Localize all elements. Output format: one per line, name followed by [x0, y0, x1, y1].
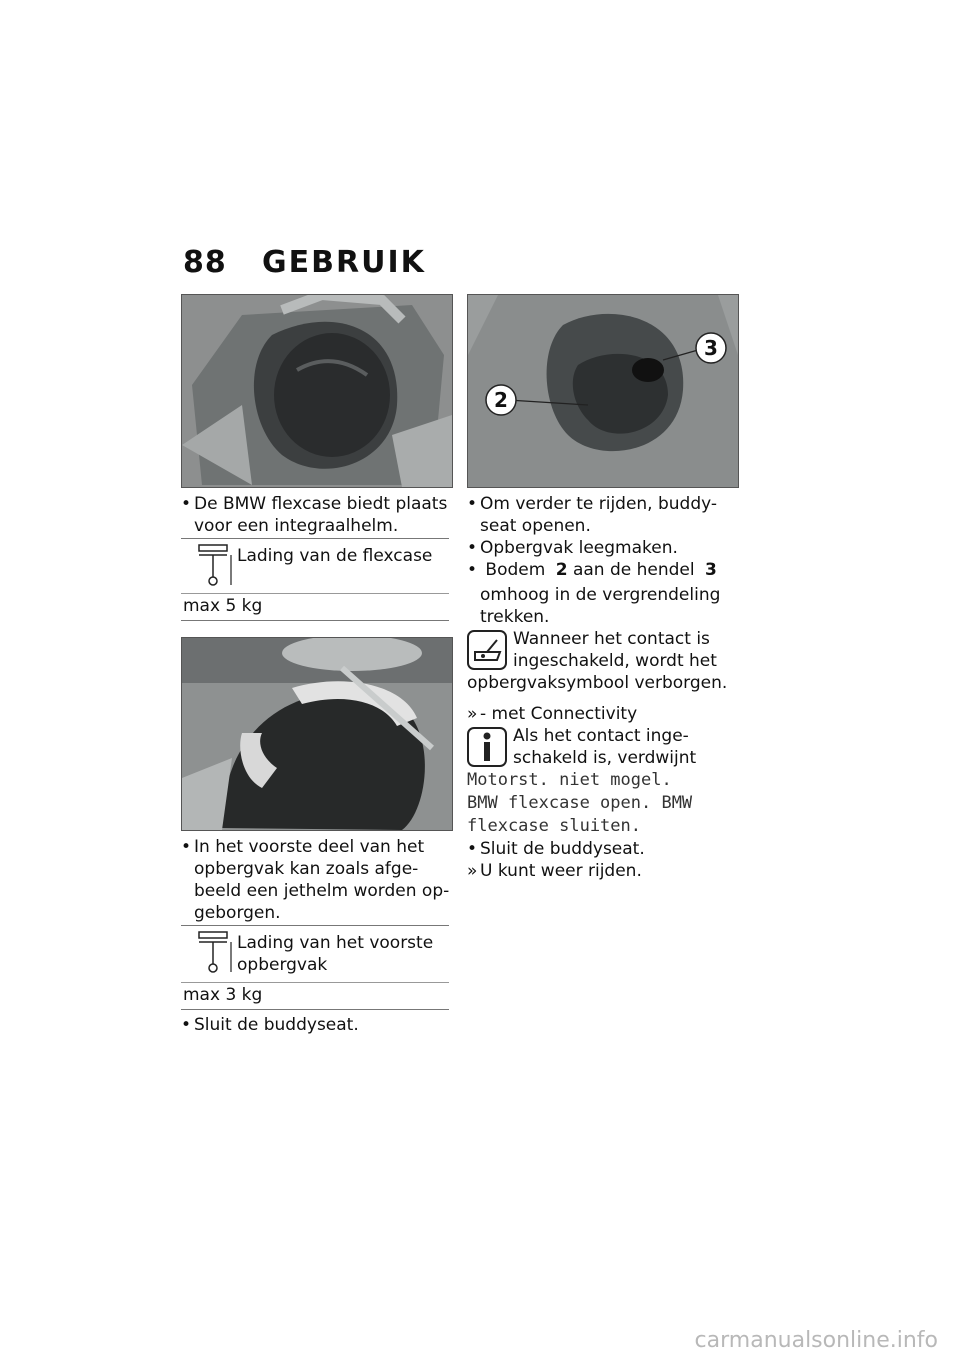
list-item: • Sluit de buddyseat. — [467, 838, 737, 860]
result-item: » U kunt weer rijden. — [467, 860, 737, 882]
weight-load-icon — [191, 543, 237, 587]
note-text: Wanneer het contact is ingeschakeld, wordt het opbergvaksymbool verborgen. — [467, 629, 728, 693]
callout-2: 2 — [494, 388, 508, 412]
note-text: Als het contact inge-schakeld is, verdwijnt — [513, 726, 697, 768]
jet-helmet-photo — [181, 637, 453, 831]
flexcase-photo — [181, 294, 453, 488]
list-item: • Opbergvak leegmaken. — [467, 537, 737, 559]
callout-3: 3 — [704, 336, 718, 360]
spec-title: Lading van het voorste opbergvak — [237, 933, 434, 975]
weight-load-icon — [191, 930, 237, 974]
ref-number: 3 — [705, 560, 717, 580]
item-text: Bodem — [485, 560, 546, 580]
storage-symbol-icon — [467, 630, 507, 670]
spec-title: Lading van de flexcase — [237, 546, 433, 566]
page-number: 88 — [183, 245, 227, 280]
storage-compartment-photo — [467, 294, 739, 488]
watermark: carmanualsonline.info — [694, 1328, 938, 1353]
chapter-title: GEBRUIK — [262, 245, 426, 280]
list-item: • De BMW flexcase biedt plaats voor een integraalhelm. — [181, 493, 451, 537]
item-continuation: omhoog in de vergrendeling trekken. — [480, 585, 721, 627]
spec-table — [181, 925, 449, 1010]
spec-table — [181, 538, 449, 621]
display-message: flexcase sluiten. — [467, 816, 641, 836]
spec-value: max 5 kg — [181, 593, 449, 620]
info-note — [467, 628, 737, 694]
condition-item: » - met Connectivity — [467, 703, 737, 725]
list-item: • In het voorste deel van het opbergvak kan zoals afge-beeld een jethelm worden op-geborgen. — [181, 836, 451, 924]
display-message: BMW flexcase open. BMW — [467, 793, 693, 813]
ref-number: 2 — [555, 560, 568, 580]
info-icon — [467, 727, 507, 767]
item-text: aan de hendel — [572, 560, 695, 580]
list-item: • Sluit de buddyseat. — [181, 1014, 451, 1036]
list-item — [467, 559, 737, 581]
list-item: • Om verder te rijden, buddy-seat openen. — [467, 493, 737, 537]
display-message: Motorst. niet mogel. — [467, 770, 672, 790]
spec-value: max 3 kg — [181, 982, 449, 1009]
info-note — [467, 725, 737, 769]
